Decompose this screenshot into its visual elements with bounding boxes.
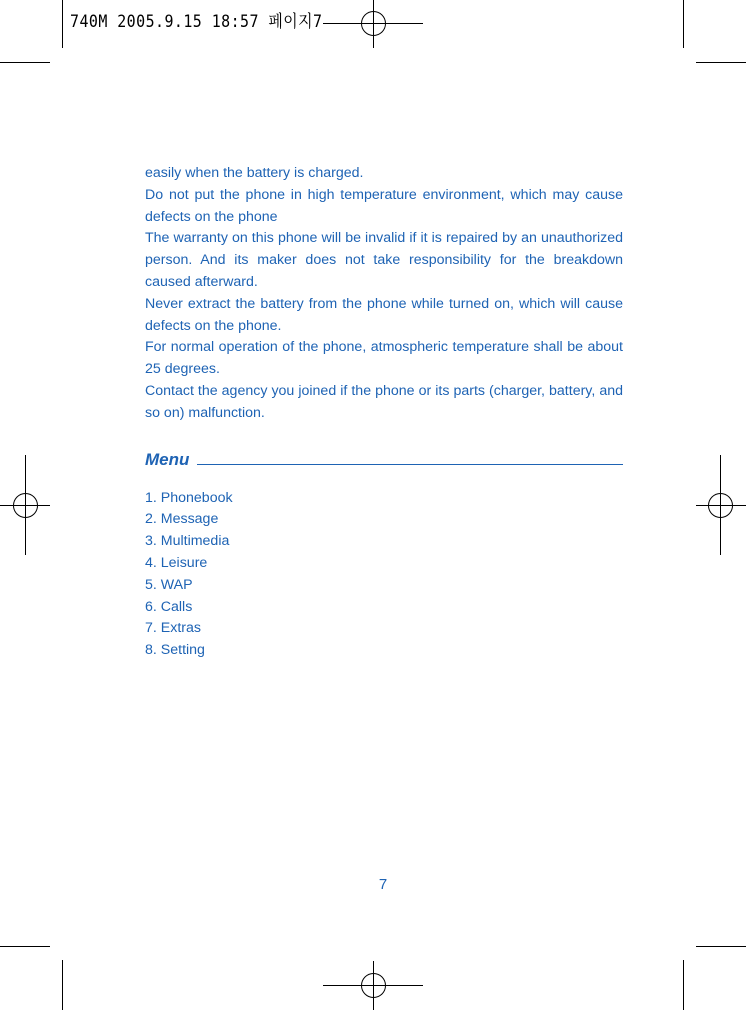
menu-heading-rule xyxy=(197,464,623,465)
menu-item-extras: 7. Extras xyxy=(145,620,201,637)
paragraph-battery-charged: easily when the battery is charged. xyxy=(145,165,364,181)
page-content xyxy=(145,163,623,662)
paragraph-battery-extract: Never extract the battery from the phone while turned on, which will cause defects on the phone. xyxy=(145,295,623,334)
print-header-info: 740M 2005.9.15 18:57 페이지7 xyxy=(70,12,323,32)
page-number: 7 xyxy=(378,876,388,893)
paragraph-warranty: The warranty on this phone will be invalid if it is repaired by an unauthorized person. And its maker does not take responsibility for the breakdown caused afterward. xyxy=(145,230,623,290)
menu-item-leisure: 4. Leisure xyxy=(145,554,208,571)
menu-heading xyxy=(145,443,623,471)
registration-mark-left-circle xyxy=(13,493,38,518)
registration-mark-bottom-circle xyxy=(361,973,386,998)
registration-mark-top-circle xyxy=(361,11,386,36)
menu-list xyxy=(145,488,623,662)
menu-item-setting: 8. Setting xyxy=(145,642,205,659)
crop-mark-top-left-horizontal xyxy=(0,62,50,63)
menu-item-message: 2. Message xyxy=(145,511,219,528)
paragraph-atmospheric-temperature: For normal operation of the phone, atmospheric temperature shall be about 25 degrees. xyxy=(145,339,623,378)
menu-title: Menu xyxy=(145,449,190,469)
paragraph-high-temperature: Do not put the phone in high temperature environment, which may cause defects on the phone xyxy=(145,186,623,225)
crop-mark-top-right-horizontal xyxy=(696,62,746,63)
menu-item-multimedia: 3. Multimedia xyxy=(145,533,230,550)
registration-mark-right-circle xyxy=(708,493,733,518)
crop-mark-bottom-left-horizontal xyxy=(0,946,50,947)
crop-mark-bottom-right-horizontal xyxy=(696,946,746,947)
crop-mark-bottom-left-vertical xyxy=(62,960,63,1010)
crop-mark-bottom-right-vertical xyxy=(683,960,684,1010)
crop-mark-top-right-vertical xyxy=(683,0,684,48)
menu-item-wap: 5. WAP xyxy=(145,576,193,593)
crop-mark-top-left-vertical xyxy=(62,0,63,48)
menu-item-calls: 6. Calls xyxy=(145,598,193,615)
paragraph-contact-agency: Contact the agency you joined if the phone or its parts (charger, battery, and so on) malfunction. xyxy=(145,382,623,421)
menu-item-phonebook: 1. Phonebook xyxy=(145,489,233,506)
